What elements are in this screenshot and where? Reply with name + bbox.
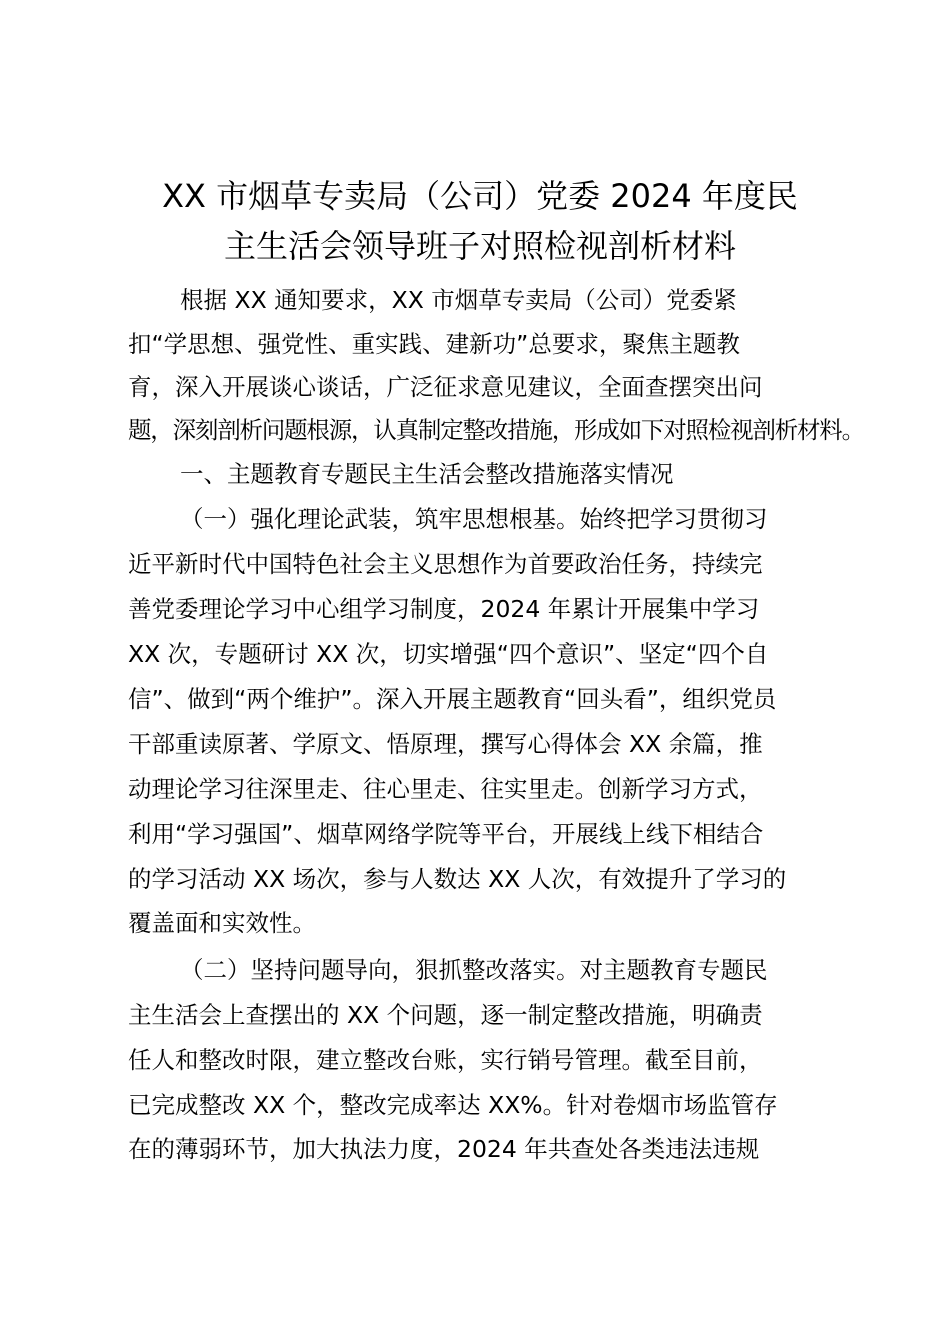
body-line: 干部重读原著、学原文、悟原理，撰写心得体会 XX 余篇，推: [128, 730, 763, 758]
body-line: 信”、做到“两个维护”。深入开展主题教育“回头看”，组织党员: [128, 685, 777, 713]
body-line: 根据 XX 通知要求，XX 市烟草专卖局（公司）党委紧: [180, 286, 737, 314]
body-line: 任人和整改时限，建立整改台账，实行销号管理。截至目前，: [128, 1046, 763, 1074]
section-heading: 一、主题教育专题民主生活会整改措施落实情况: [180, 460, 674, 488]
body-line: 题，深刻剖析问题根源，认真制定整改措施，形成如下对照检视剖析材料。: [128, 416, 864, 444]
body-line: 的学习活动 XX 场次，参与人数达 XX 人次，有效提升了学习的: [128, 865, 787, 893]
body-line: 覆盖面和实效性。: [128, 909, 316, 937]
subsection-heading-1: （一）强化理论武装，筑牢思想根基。始终把学习贯彻习: [180, 505, 768, 533]
body-line: 已完成整改 XX 个，整改完成率达 XX%。针对卷烟市场监管存: [128, 1091, 778, 1119]
body-line: 利用“学习强国”、烟草网络学院等平台，开展线上线下相结合: [128, 820, 764, 848]
document-title-line-1: XX 市烟草专卖局（公司）党委 2024 年度民: [162, 177, 798, 215]
body-line: 近平新时代中国特色社会主义思想作为首要政治任务，持续完: [128, 550, 763, 578]
document-title-line-2: 主生活会领导班子对照检视剖析材料: [223, 227, 736, 265]
body-line: 主生活会上查摆出的 XX 个问题，逐一制定整改措施，明确责: [128, 1001, 763, 1029]
body-line: 动理论学习往深里走、往心里走、往实里走。创新学习方式，: [128, 775, 763, 803]
subsection-heading-2: （二）坚持问题导向，狠抓整改落实。对主题教育专题民: [180, 956, 768, 984]
body-line: 善党委理论学习中心组学习制度，2024 年累计开展集中学习: [128, 595, 760, 623]
body-line: 育，深入开展谈心谈话，广泛征求意见建议，全面查摆突出问: [128, 373, 763, 401]
body-line: XX 次，专题研讨 XX 次，切实增强“四个意识”、坚定“四个自: [128, 640, 769, 668]
body-line: 扣“学思想、强党性、重实践、建新功”总要求，聚焦主题教: [128, 330, 740, 358]
body-line: 在的薄弱环节，加大执法力度，2024 年共查处各类违法违规: [128, 1135, 760, 1163]
